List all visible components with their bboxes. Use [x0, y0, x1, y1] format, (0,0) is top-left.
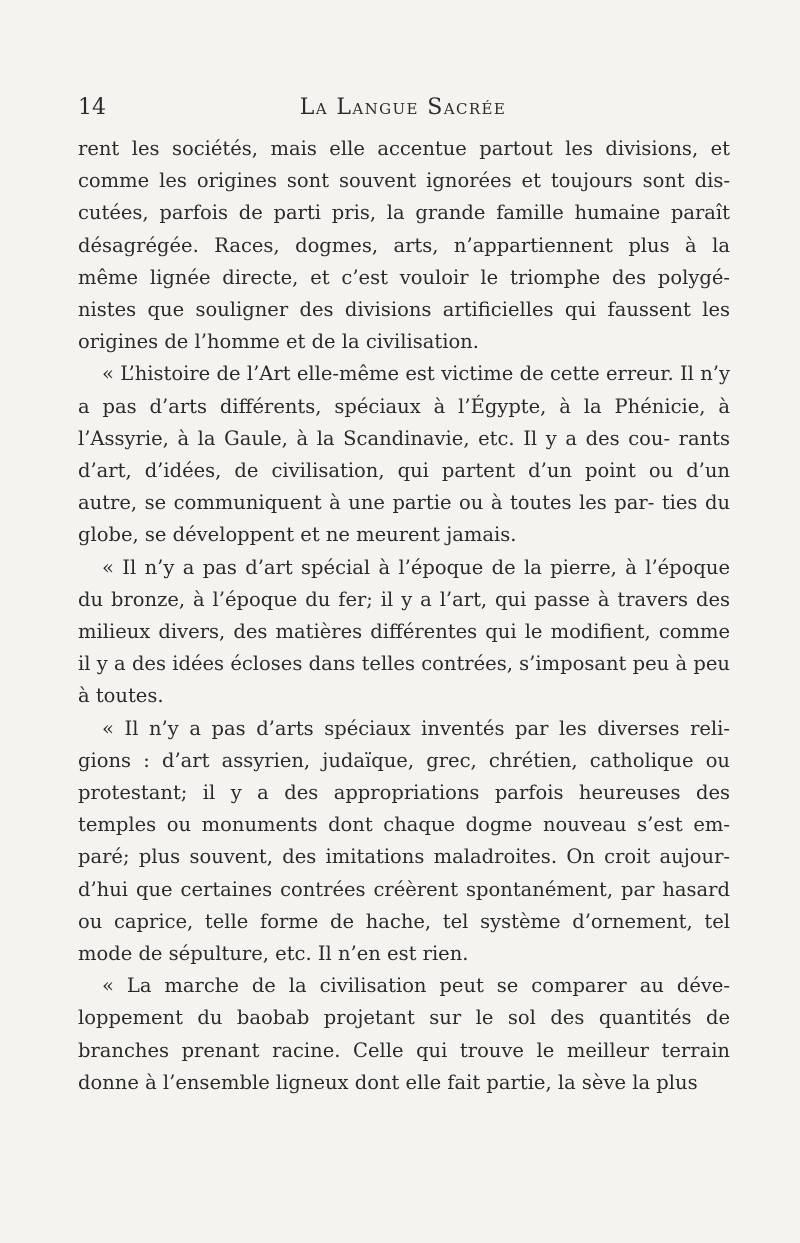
paragraph: « Il n’y a pas d’art spécial à l’époque de la pierre, à l’époque du bronze, à l’époque du fer; il y a l’art, qui passe à travers des milieux divers, des matières différentes qui le modifient, comme il y a des idées écloses dans telles contrées, s’imposant peu à peu à toutes. — [78, 555, 730, 708]
paragraph: rent les sociétés, mais elle accentue partout les divisions, et comme les origines sont souvent ignorées et toujours sont dis- cutées, parfois de parti pris, la grande famille humaine paraît désagrégée. Races, dogmes, arts, n’appartiennent plus à la même lignée directe, et c’est vouloir le triomphe des polygé- nistes que souligner des divisions artificielles qui faussent les origines de l’homme et de la civilisation. — [78, 137, 730, 354]
page-number: 14 — [78, 95, 106, 120]
page-header — [78, 88, 728, 128]
body-text — [78, 133, 730, 1099]
paragraph: « Il n’y a pas d’arts spéciaux inventés par les diverses reli- gions : d’art assyrien, judaïque, grec, chrétien, catholique ou protestant; il y a des appropriations parfois heureuses des temples ou monuments dont chaque dogme nouveau s’est em- paré; plus souvent, des imitations maladroites. On croit aujour- d’hui que certaines contrées créèrent spontanément, par hasard ou caprice, telle forme de hache, tel système d’ornement, tel mode de sépulture, etc. Il n’en est rien. — [78, 716, 730, 966]
running-title: La Langue Sacrée — [299, 95, 507, 120]
paragraph: « La marche de la civilisation peut se comparer au déve- loppement du baobab projetant sur le sol des quantités de branches prenant racine. Celle qui trouve le meilleur terrain donne à l’ensemble ligneux dont elle fait partie, la sève la plus — [78, 974, 730, 1094]
paragraph: « L’histoire de l’Art elle-même est victime de cette erreur. Il n’y a pas d’arts différents, spéciaux à l’Égypte, à la Phénicie, à l’Assyrie, à la Gaule, à la Scandinavie, etc. Il y a des cou- rants d’art, d’idées, de civilisation, qui partent d’un point ou d’un autre, se communiquent à une partie ou à toutes les par- ties du globe, se développent et ne meurent jamais. — [78, 362, 730, 547]
